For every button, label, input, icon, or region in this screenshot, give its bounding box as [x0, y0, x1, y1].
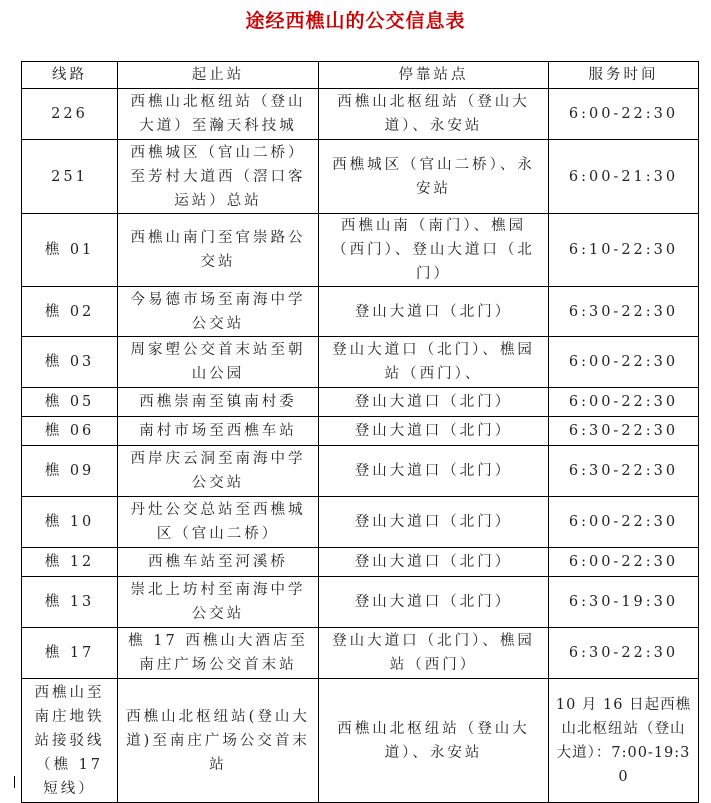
header-route: 线路 [22, 62, 118, 89]
stops-cell: 登山大道口（北门） [319, 577, 549, 628]
stops-cell: 西樵城区（官山二桥）、永安站 [319, 140, 549, 214]
terminals-cell: 西樵崇南至镇南村委 [118, 388, 319, 417]
stops-cell: 登山大道口（北门） [319, 388, 549, 417]
header-stops: 停靠站点 [319, 62, 549, 89]
terminals-cell: 西樵山北枢纽站(登山大道)至南庄广场公交首末站 [118, 679, 319, 803]
terminals-cell: 樵 17 西樵山大酒店至南庄广场公交首末站 [118, 628, 319, 679]
time-cell: 6:00-22:30 [549, 548, 699, 577]
table-row [22, 577, 699, 628]
terminals-cell: 崇北上坊村至南海中学公交站 [118, 577, 319, 628]
stops-cell: 登山大道口（北门）、樵园站（西门）、 [319, 337, 549, 388]
terminals-cell: 西岸庆云洞至南海中学公交站 [118, 446, 319, 497]
table-row [22, 446, 699, 497]
table-row [22, 140, 699, 214]
time-cell: 6:10-22:30 [549, 214, 699, 287]
route-cell: 樵 09 [22, 446, 118, 497]
stops-cell: 登山大道口（北门）、樵园站（西门） [319, 628, 549, 679]
time-cell: 6:00-22:30 [549, 337, 699, 388]
terminals-cell: 南村市场至西樵车站 [118, 417, 319, 446]
text-cursor-mark [14, 776, 15, 788]
table-row [22, 388, 699, 417]
table-row [22, 497, 699, 548]
time-cell: 6:00-22:30 [549, 388, 699, 417]
time-cell: 10 月 16 日起西樵山北枢纽站（登山大道）：7:00-19:30 [549, 679, 699, 803]
page-title: 途经西樵山的公交信息表 [245, 10, 466, 32]
terminals-cell: 西樵城区（官山二桥）至芳村大道西（滘口客运站）总站 [118, 140, 319, 214]
header-terminals: 起止站 [118, 62, 319, 89]
route-cell: 樵 10 [22, 497, 118, 548]
time-cell: 6:30-19:30 [549, 577, 699, 628]
table-row [22, 337, 699, 388]
route-cell: 226 [22, 89, 118, 140]
time-cell: 6:00-21:30 [549, 140, 699, 214]
route-cell: 樵 05 [22, 388, 118, 417]
stops-cell: 登山大道口（北门） [319, 497, 549, 548]
route-cell: 樵 17 [22, 628, 118, 679]
table-row [22, 417, 699, 446]
route-cell: 樵 02 [22, 287, 118, 337]
time-cell: 6:00-22:30 [549, 497, 699, 548]
route-cell: 樵 06 [22, 417, 118, 446]
time-cell: 6:30-22:30 [549, 446, 699, 497]
route-cell: 251 [22, 140, 118, 214]
terminals-cell: 丹灶公交总站至西樵城区（官山二桥） [118, 497, 319, 548]
header-service-time: 服务时间 [549, 62, 699, 89]
route-cell: 樵 01 [22, 214, 118, 287]
terminals-cell: 西樵车站至河溪桥 [118, 548, 319, 577]
route-cell: 西樵山至南庄地铁站接驳线（樵 17 短线） [22, 679, 118, 803]
stops-cell: 登山大道口（北门） [319, 548, 549, 577]
terminals-cell: 西樵山北枢纽站（登山大道）至瀚天科技城 [118, 89, 319, 140]
time-cell: 6:30-22:30 [549, 287, 699, 337]
time-cell: 6:30-22:30 [549, 628, 699, 679]
table-row [22, 628, 699, 679]
table-row [22, 89, 699, 140]
route-cell: 樵 12 [22, 548, 118, 577]
bus-info-table [21, 61, 699, 803]
terminals-cell: 西樵山南门至官崇路公交站 [118, 214, 319, 287]
terminals-cell: 周家塱公交首末站至朝山公园 [118, 337, 319, 388]
time-cell: 6:30-22:30 [549, 417, 699, 446]
stops-cell: 西樵山南（南门）、樵园（西门）、登山大道口（北门） [319, 214, 549, 287]
route-cell: 樵 13 [22, 577, 118, 628]
stops-cell: 西樵山北枢纽站（登山大道）、永安站 [319, 679, 549, 803]
time-cell: 6:00-22:30 [549, 89, 699, 140]
table-row [22, 287, 699, 337]
stops-cell: 登山大道口（北门） [319, 417, 549, 446]
stops-cell: 登山大道口（北门） [319, 446, 549, 497]
table-header-row [22, 62, 699, 89]
route-cell: 樵 03 [22, 337, 118, 388]
table-row [22, 679, 699, 803]
terminals-cell: 今易德市场至南海中学公交站 [118, 287, 319, 337]
stops-cell: 西樵山北枢纽站（登山大道）、永安站 [319, 89, 549, 140]
stops-cell: 登山大道口（北门） [319, 287, 549, 337]
table-row [22, 214, 699, 287]
table-row [22, 548, 699, 577]
